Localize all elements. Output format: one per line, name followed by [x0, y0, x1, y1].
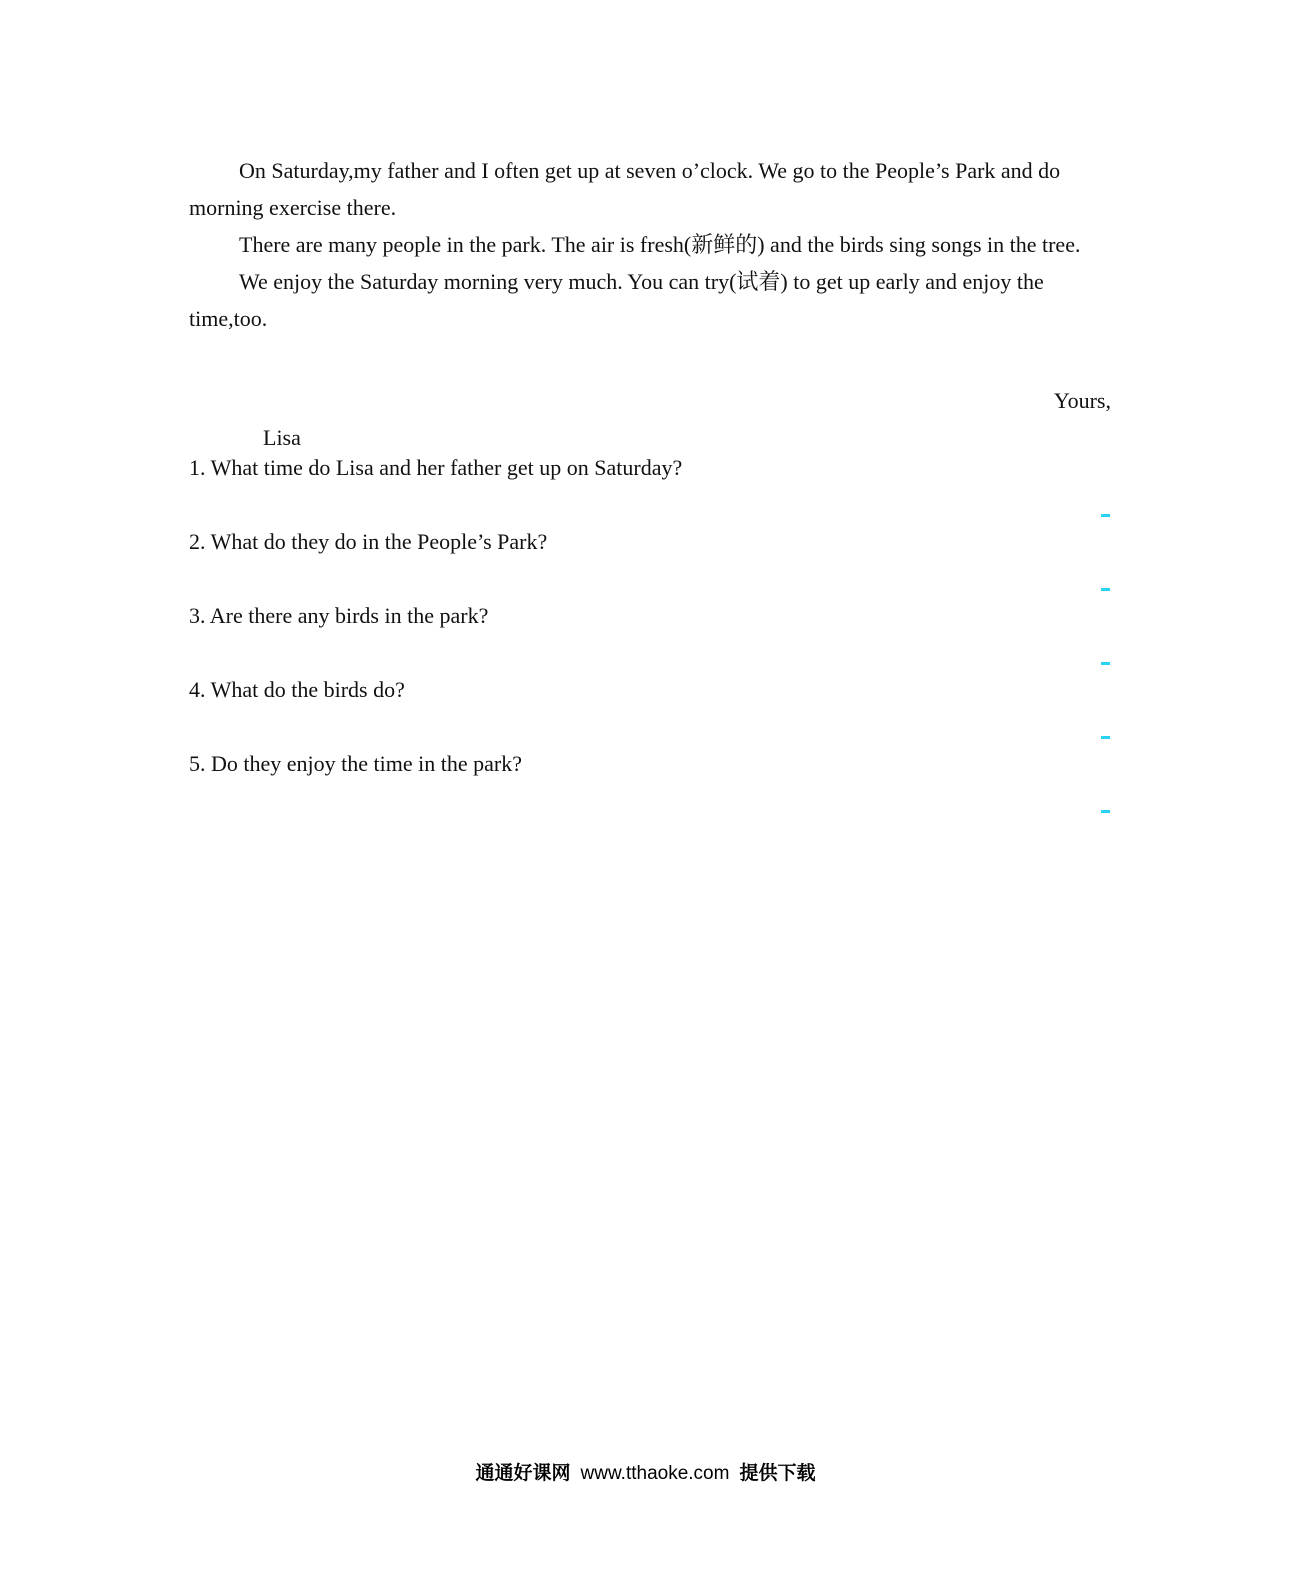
question-1: 1. What time do Lisa and her father get up on Saturday? — [189, 455, 683, 480]
answer-line-3[interactable] — [1101, 662, 1110, 665]
letter-closing: Yours, — [1053, 388, 1111, 413]
footer-url-link[interactable]: www.tthaoke.com — [580, 1463, 730, 1484]
reading-passage — [189, 152, 1111, 337]
answer-line-1[interactable] — [1101, 514, 1110, 517]
page-footer — [0, 1461, 1291, 1486]
passage-paragraph-2: There are many people in the park. The air is fresh(新鲜的) and the birds sing songs in the tree. — [239, 232, 1081, 257]
question-3: 3. Are there any birds in the park? — [189, 603, 489, 628]
answer-line-5[interactable] — [1101, 810, 1110, 813]
footer-download-text: 提供下载 — [739, 1462, 816, 1484]
passage-paragraph-1: On Saturday,my father and I often get up at seven o’clock. We go to the People’s Park and do morning exercise there. — [189, 158, 1061, 220]
question-5: 5. Do they enjoy the time in the park? — [189, 751, 522, 776]
question-2: 2. What do they do in the People’s Park? — [189, 529, 548, 554]
letter-signature: Lisa — [263, 425, 301, 450]
footer-site-name: 通通好课网 — [475, 1462, 571, 1484]
passage-paragraph-3: We enjoy the Saturday morning very much. You can try(试着) to get up early and enjoy the time,too. — [189, 269, 1044, 331]
answer-line-2[interactable] — [1101, 588, 1110, 591]
answer-line-4[interactable] — [1101, 736, 1110, 739]
question-4: 4. What do the birds do? — [189, 677, 405, 702]
